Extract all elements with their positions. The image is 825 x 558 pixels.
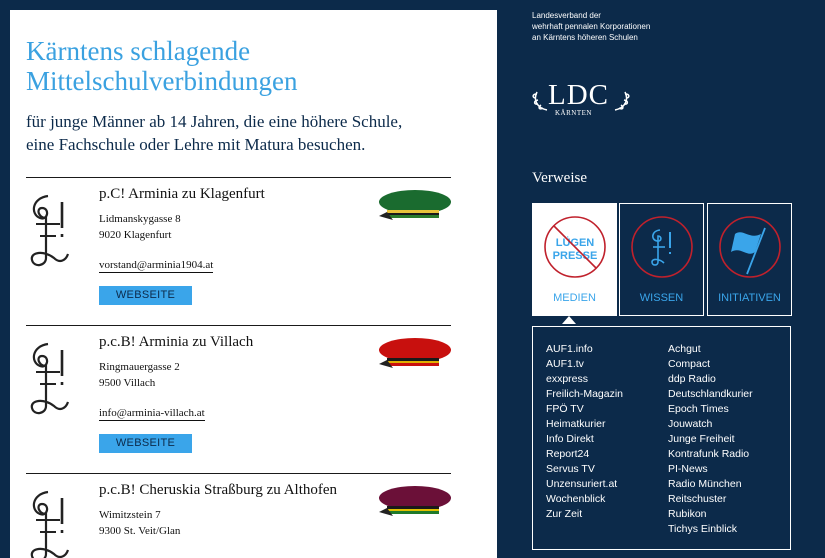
fraternity-street: Lidmanskygasse 8 <box>99 213 181 225</box>
ldc-logo[interactable] <box>531 79 631 117</box>
tile-icon-text-2: PRESSE <box>552 250 598 262</box>
media-link[interactable]: Heimatkurier <box>546 418 606 430</box>
tile-medien[interactable] <box>532 203 617 316</box>
cap-band-2c <box>387 511 439 514</box>
media-link[interactable]: Zur Zeit <box>546 508 583 520</box>
media-link[interactable]: Reitschuster <box>668 493 727 505</box>
logo-text: LDC <box>548 79 609 111</box>
laurel-left-icon <box>531 84 549 114</box>
fraternity-city: 9300 St. Veit/Glan <box>99 525 181 537</box>
cap-band-2b <box>387 509 439 511</box>
laurel-right-icon <box>613 84 631 114</box>
media-link[interactable]: Compact <box>668 358 711 370</box>
cap-icon <box>375 186 453 226</box>
fraternity-street: Wimitzstein 7 <box>99 509 161 521</box>
media-link[interactable]: Kontrafunk Radio <box>668 448 750 460</box>
media-link[interactable]: Wochenblick <box>546 493 606 505</box>
media-link[interactable]: AUF1.info <box>546 343 593 355</box>
section-heading-verweise: Verweise <box>532 170 587 186</box>
flag-icon <box>717 214 783 280</box>
media-link[interactable]: Rubikon <box>668 508 707 520</box>
cap-band-1a <box>387 358 439 361</box>
media-link[interactable]: PI-News <box>668 463 708 475</box>
cap-band-1c <box>387 363 439 366</box>
subtitle-line-1: für junge Männer ab 14 Jahren, die eine höhere Schule, <box>26 112 403 131</box>
cap-band-0a <box>387 210 439 213</box>
tile-label: WISSEN <box>639 292 684 304</box>
media-link[interactable]: Epoch Times <box>668 403 729 415</box>
tile-label: MEDIEN <box>553 292 596 304</box>
logo-subtext: KÄRNTEN <box>555 109 592 117</box>
media-link[interactable]: FPÖ TV <box>546 403 584 415</box>
fraternity-crest-icon <box>26 336 72 418</box>
fraternity-name: p.C! Arminia zu Klagenfurt <box>99 186 265 202</box>
cap-band-1b <box>387 361 439 363</box>
media-link[interactable]: Deutschlandkurier <box>668 388 753 400</box>
website-button[interactable]: WEBSEITE <box>99 286 192 305</box>
fraternity-city: 9020 Klagenfurt <box>99 229 172 241</box>
media-link[interactable]: Junge Freiheit <box>668 433 735 445</box>
fraternity-street: Ringmauergasse 2 <box>99 361 180 373</box>
media-link[interactable]: exxpress <box>546 373 589 385</box>
media-link[interactable]: ddp Radio <box>668 373 716 385</box>
media-links-column-1 <box>546 342 623 522</box>
website-button[interactable]: WEBSEITE <box>99 434 192 453</box>
media-links-column-2 <box>668 342 753 537</box>
media-link[interactable]: Radio München <box>668 478 742 490</box>
fraternity-entry <box>26 325 451 473</box>
org-line-3: an Kärntens höheren Schulen <box>532 33 638 42</box>
fraternity-entry <box>26 177 451 325</box>
knowledge-crest-icon <box>629 214 695 280</box>
tile-label: INITIATIVEN <box>718 292 781 304</box>
page-title: Kärntens schlagende Mittelschulverbindungen <box>26 36 298 96</box>
fraternity-name: p.c.B! Arminia zu Villach <box>99 334 254 350</box>
cap-band-0c <box>387 215 439 218</box>
org-line-1: Landesverband der <box>532 11 601 20</box>
cap-band-0b <box>387 213 439 215</box>
cap-icon <box>375 334 453 374</box>
media-links-panel <box>532 326 791 550</box>
fraternity-city: 9500 Villach <box>99 377 156 389</box>
tile-wissen[interactable] <box>619 203 704 316</box>
media-link[interactable]: Achgut <box>668 343 701 355</box>
fraternity-email-link[interactable]: vorstand@arminia1904.at <box>99 259 214 271</box>
page-subtitle <box>26 110 451 156</box>
media-link[interactable]: Jouwatch <box>668 418 713 430</box>
media-link[interactable]: Report24 <box>546 448 590 460</box>
cap-icon <box>375 482 453 522</box>
tile-initiativen[interactable] <box>707 203 792 316</box>
active-tile-indicator <box>562 316 576 324</box>
fraternity-name: p.c.B! Cheruskia Straßburg zu Althofen <box>99 482 338 498</box>
media-link[interactable]: AUF1.tv <box>546 358 584 370</box>
media-link[interactable]: Freilich-Magazin <box>546 388 624 400</box>
tile-icon-text-1: LÜGEN <box>555 237 595 249</box>
media-link[interactable]: Unzensuriert.at <box>546 478 618 490</box>
fraternity-email-link[interactable]: info@arminia-villach.at <box>99 407 205 419</box>
fraternity-entry <box>26 473 451 558</box>
organization-name <box>532 10 650 43</box>
fraternity-crest-icon <box>26 188 72 270</box>
sidebar <box>531 0 825 558</box>
cap-band-2a <box>387 506 439 509</box>
media-link[interactable]: Servus TV <box>546 463 595 475</box>
media-link[interactable]: Info Direkt <box>546 433 594 445</box>
subtitle-line-2: eine Fachschule oder Lehre mit Matura besuchen. <box>26 135 366 154</box>
org-line-2: wehrhaft pennalen Korporationen <box>532 22 651 31</box>
media-link[interactable]: Tichys Einblick <box>668 523 738 535</box>
fraternity-crest-icon <box>26 484 72 558</box>
no-lying-press-icon <box>542 214 608 280</box>
main-content <box>10 10 497 558</box>
